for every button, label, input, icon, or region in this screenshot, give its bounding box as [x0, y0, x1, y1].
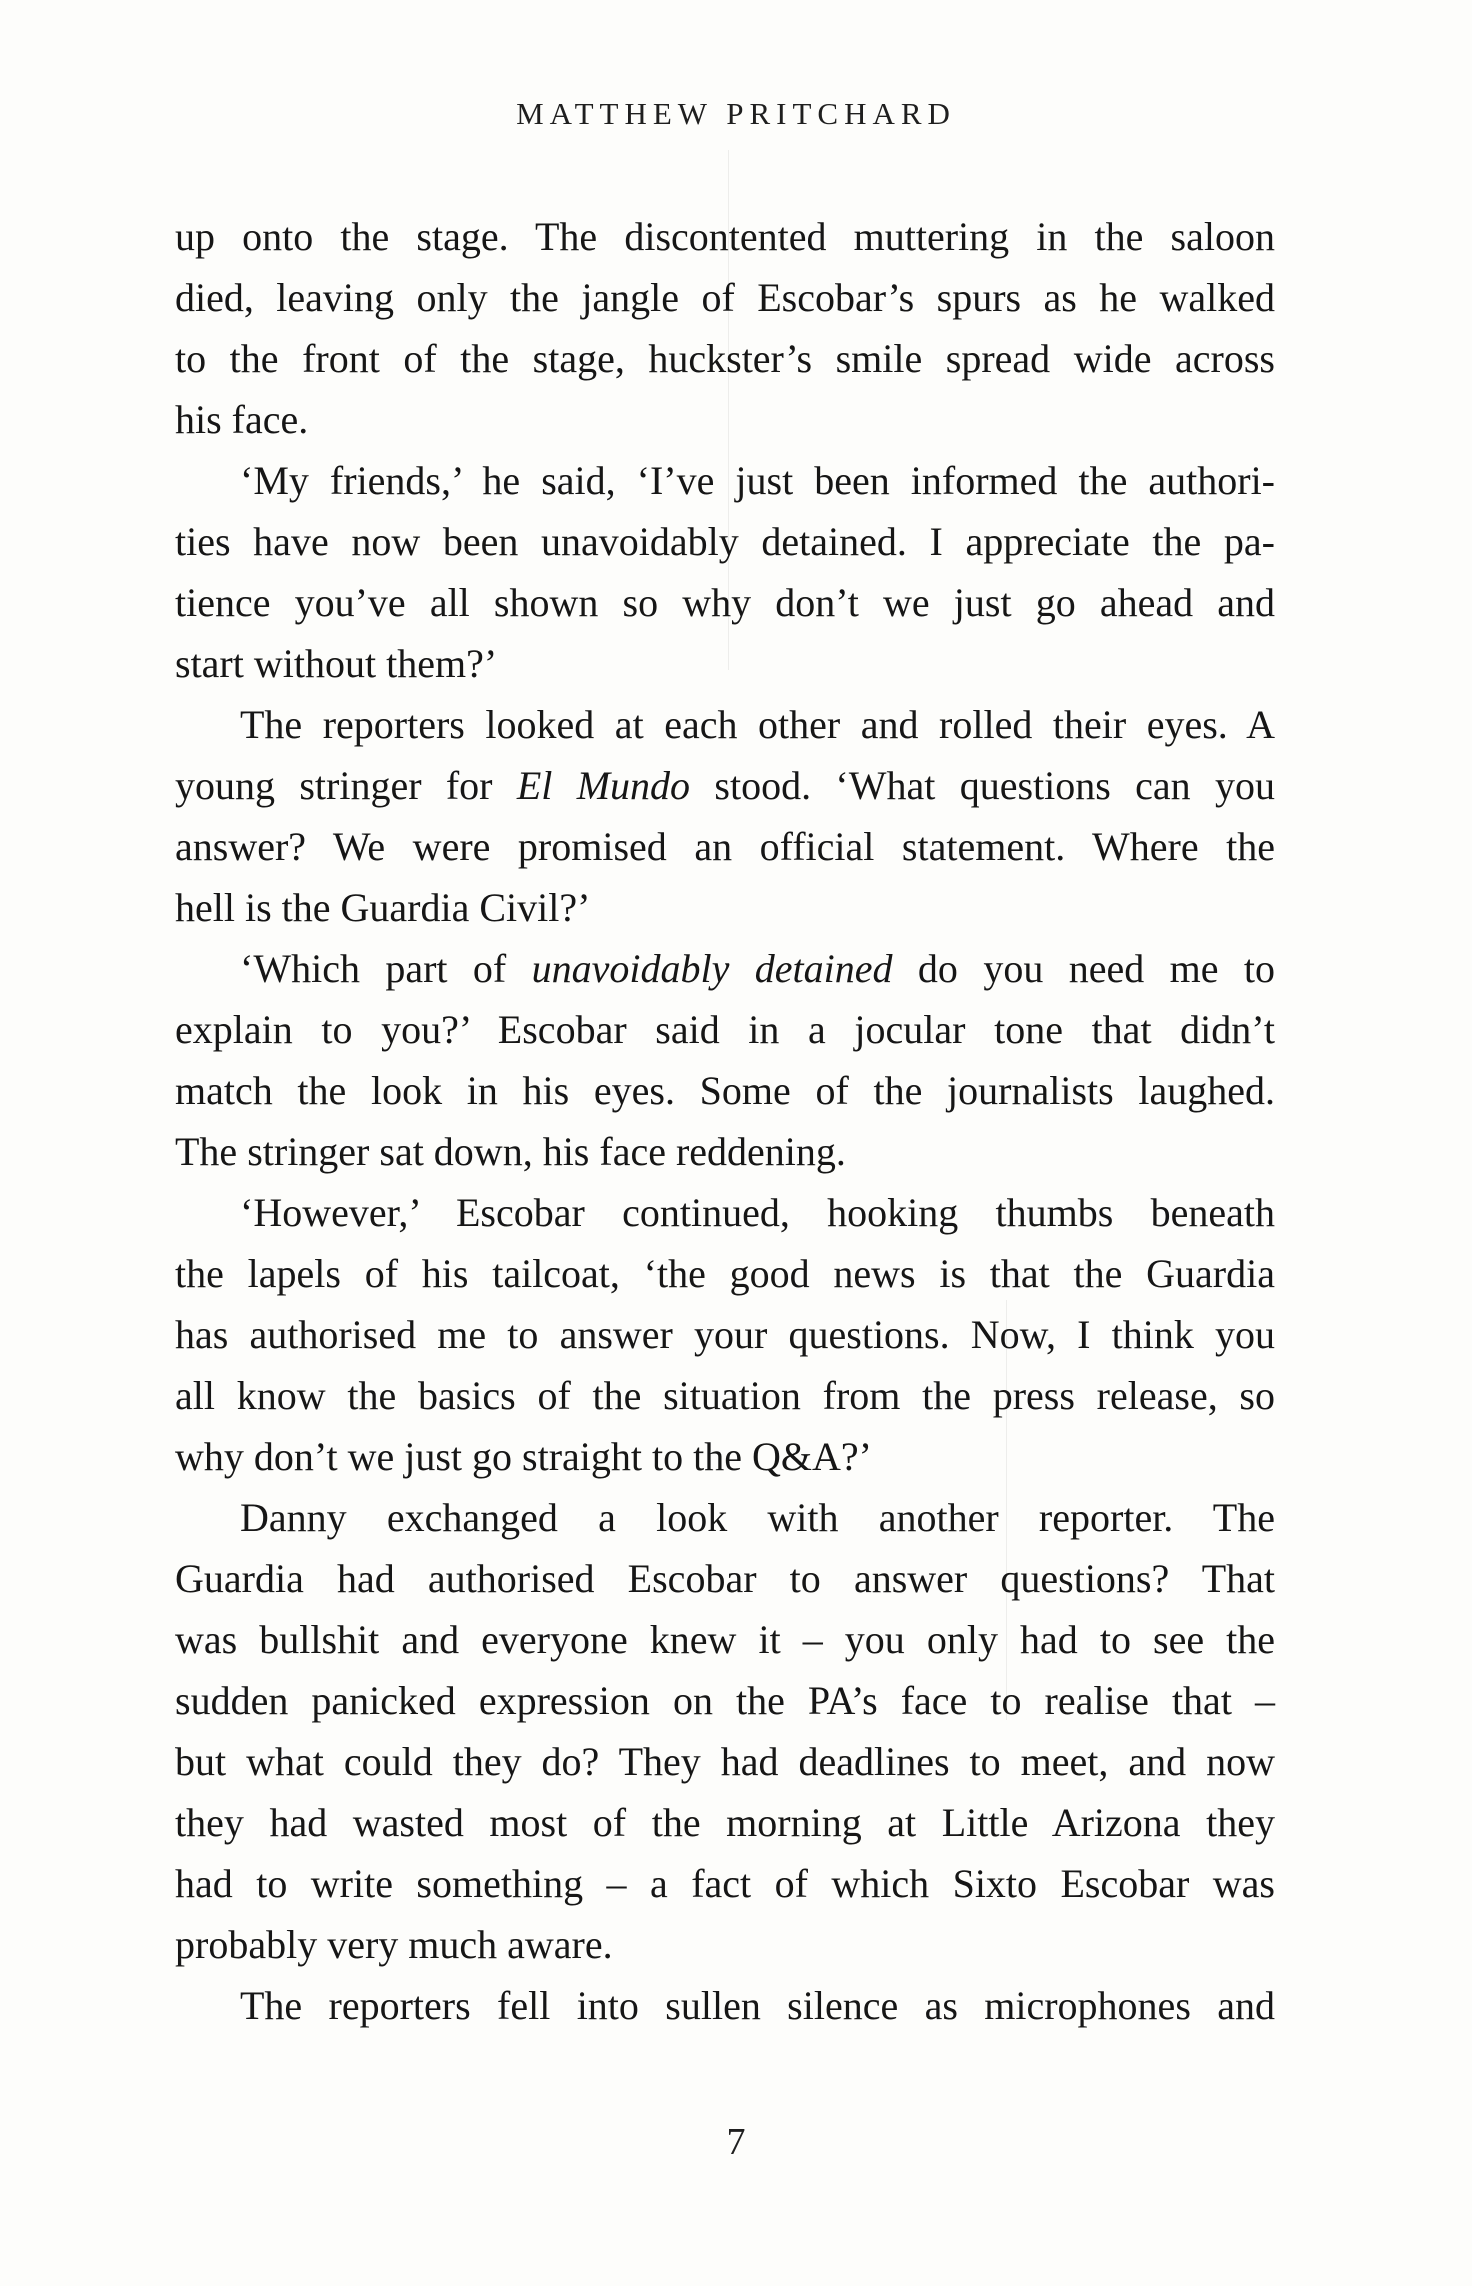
text-line: but what could they do? They had deadlines to meet, and now [175, 1739, 1275, 1784]
running-header: MATTHEW PRITCHARD [516, 96, 956, 131]
text-line: answer? We were promised an official statement. Where the [175, 824, 1275, 869]
text-line: The reporters fell into sullen silence as microphones and [240, 1983, 1275, 2028]
text-span: young stringer for [175, 763, 517, 808]
text-line: Danny exchanged a look with another reporter. The [240, 1495, 1275, 1540]
text-line: sudden panicked expression on the PA’s face to realise that – [175, 1678, 1275, 1723]
text-line: tience you’ve all shown so why don’t we just go ahead and [175, 580, 1275, 625]
page-number: 7 [726, 2121, 746, 2163]
text-line: hell is the Guardia Civil?’ [175, 885, 591, 930]
text-line: all know the basics of the situation from the press release, so [175, 1373, 1275, 1418]
italic-title: El Mundo [516, 763, 691, 808]
italic-phrase: unavoidably detained [531, 946, 893, 991]
text-line: was bullshit and everyone knew it – you only had to see the [175, 1617, 1275, 1662]
text-span: ‘Which part of [240, 946, 532, 991]
text-line: up onto the stage. The discontented muttering in the saloon [175, 214, 1275, 259]
text-line [175, 938, 1275, 999]
text-line [175, 755, 1275, 816]
body-text [175, 206, 1275, 2036]
text-line: probably very much aware. [175, 1922, 613, 1967]
text-line: had to write something – a fact of which Sixto Escobar was [175, 1861, 1275, 1906]
text-line: start without them?’ [175, 641, 498, 686]
text-line: why don’t we just go straight to the Q&A?’ [175, 1434, 872, 1479]
text-line: the lapels of his tailcoat, ‘the good news is that the Guardia [175, 1251, 1275, 1296]
text-line: has authorised me to answer your questions. Now, I think you [175, 1312, 1275, 1357]
text-line: The reporters looked at each other and rolled their eyes. A [240, 702, 1275, 747]
text-line: died, leaving only the jangle of Escobar’s spurs as he walked [175, 275, 1275, 320]
text-line: his face. [175, 397, 309, 442]
text-line: The stringer sat down, his face reddening. [175, 1129, 846, 1174]
text-line: explain to you?’ Escobar said in a jocular tone that didn’t [175, 1007, 1275, 1052]
text-span: stood. ‘What questions can you [690, 763, 1275, 808]
text-line: ties have now been unavoidably detained. I appreciate the pa- [175, 519, 1275, 564]
text-line: ‘My friends,’ he said, ‘I’ve just been informed the authori- [240, 458, 1275, 503]
text-line: match the look in his eyes. Some of the journalists laughed. [175, 1068, 1275, 1113]
text-line: Guardia had authorised Escobar to answer questions? That [175, 1556, 1275, 1601]
text-span: do you need me to [892, 946, 1276, 991]
text-line: they had wasted most of the morning at Little Arizona they [175, 1800, 1275, 1845]
text-line: ‘However,’ Escobar continued, hooking thumbs beneath [240, 1190, 1275, 1235]
text-line: to the front of the stage, huckster’s smile spread wide across [175, 336, 1275, 381]
